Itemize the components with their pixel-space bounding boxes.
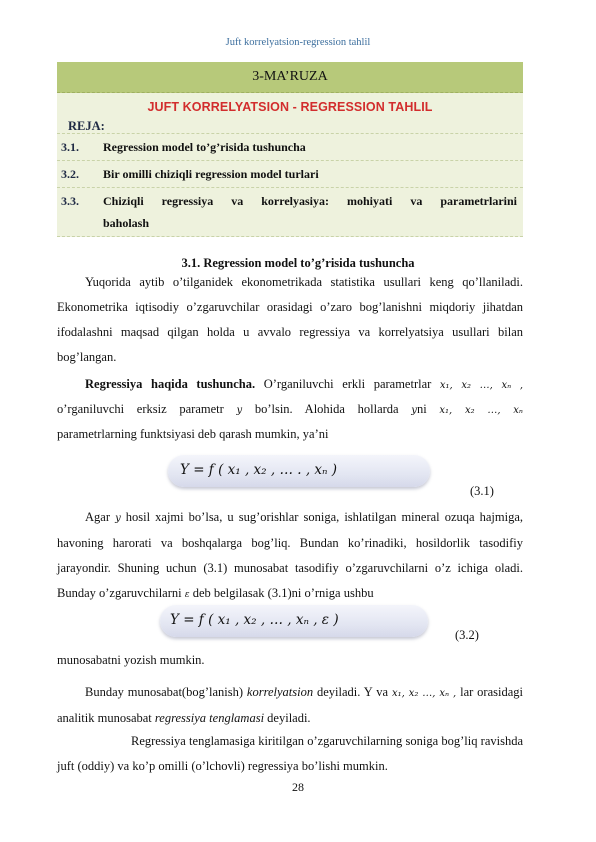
text-run: lar orasidagi analitik munosabat [57, 685, 523, 725]
text-run: deb belgilasak (3.1)ni o’rniga ushbu [189, 586, 374, 600]
paragraph-regression-line3: parametrlarning funktsiyasi deb qarash mumkin, ya’ni [57, 427, 329, 441]
paragraph-conclusion: munosabatni yozish mumkin. [57, 653, 205, 667]
plan-item-text-line: Chiziqli regressiya va korrelyasiya: mohiyati va parametrlarini [103, 194, 517, 208]
plan-label: REJA: [57, 119, 523, 134]
plan-item [57, 161, 523, 188]
formula-3-2: Y = f ( x₁ , x₂ , … , xₙ , ε ) [170, 612, 339, 628]
math-variable: y [411, 405, 417, 416]
math-variables: x₁, x₂ …, xₙ , [439, 380, 523, 391]
lecture-title: JUFT KORRELYATSION - REGRESSION TAHLIL [57, 93, 523, 119]
formula-3-1: Y = f ( x₁ , x₂ , … . , xₙ ) [180, 462, 338, 478]
text-run: hosil xajmi bo’lsa, u sug’orishlar soniga, ishlatilgan mineral ozuqa hajmiga, havoning harorati va boshqalarga bog’liq. Bundan ko’rinadiki, hosildorlik tasodifiy jarayondir. Shuning uchun (3.1) munosabat tasodifiy o’zgaruvchilarni o’z ichiga oladi. Bunday o’zgaruvchilarni [57, 510, 523, 600]
plan-item-number: 3.1. [61, 140, 79, 154]
page-number: 28 [292, 780, 304, 794]
equation-number: (3.2) [455, 628, 479, 642]
math-variable: y [236, 405, 243, 416]
paragraph-regression-line1 [57, 372, 523, 398]
text-run: Bunday munosabat(bog’lanish) [85, 685, 247, 699]
italic-term: regressiya tenglamasi [154, 711, 265, 725]
bold-term: Regressiya haqida tushuncha. [85, 377, 256, 391]
text-run: bo’lsin. Alohida hollarda [242, 402, 412, 416]
running-header: Juft korrelyatsion-regression tahlil [225, 37, 371, 48]
math-variables: x₁, x₂ …, xₙ [439, 405, 523, 416]
lecture-plan-box [57, 62, 523, 237]
paragraph-regression-types: Regressiya tenglamasiga kiritilgan o’zgaruvchilarning soniga bog’liq ravishda juft (oddiy) va ko’p omilli (o’lchovli) regressiya bo’lishi mumkin. [57, 734, 523, 773]
paragraph-intro: Yuqorida aytib o’tilganidek ekonometrikada statistika usullari keng qo’llaniladi. Ekonometrika iqtisodiy o’zgaruvchilar orasidagi o’zaro bog’lanishni miqdoriy jihatdan ifodalashni maqsad qilgan holda u avvalo regressiya va korrelyatsiya usullari bilan bog’langan. [57, 275, 523, 364]
lecture-number: 3-MA’RUZA [57, 62, 523, 93]
text-run: deyiladi. Y va [313, 685, 392, 699]
math-variables: x₁, x₂ …, xₙ , [391, 688, 457, 699]
section-heading: 3.1. Regression model to’g’risida tushuncha [181, 256, 415, 270]
text-run: ni [416, 402, 440, 416]
text-run: O’rganiluvchi erkli parametrlar [255, 377, 440, 391]
paragraph-correlation [57, 680, 523, 731]
text-run: o’rganiluvchi erksiz parametr [57, 402, 237, 416]
plan-item [57, 188, 523, 237]
text-run: deyiladi. [264, 711, 311, 725]
math-epsilon: ε [184, 590, 190, 600]
math-variable: y [115, 513, 121, 524]
plan-item-text-line: baholash [103, 216, 150, 230]
plan-item-text: Regression model to’g’risida tushuncha [103, 140, 306, 154]
paragraph-yield [57, 505, 523, 608]
plan-item-text: Bir omilli chiziqli regression model turlari [103, 167, 319, 181]
plan-item-text [103, 188, 523, 236]
equation-number: (3.1) [470, 484, 494, 498]
plan-item-number: 3.2. [61, 167, 79, 181]
italic-term: korrelyatsion [246, 685, 314, 699]
plan-item-number: 3.3. [61, 194, 79, 208]
text-run: Agar [85, 510, 116, 524]
plan-item [57, 134, 523, 161]
paragraph-regression-line2 [57, 397, 523, 423]
